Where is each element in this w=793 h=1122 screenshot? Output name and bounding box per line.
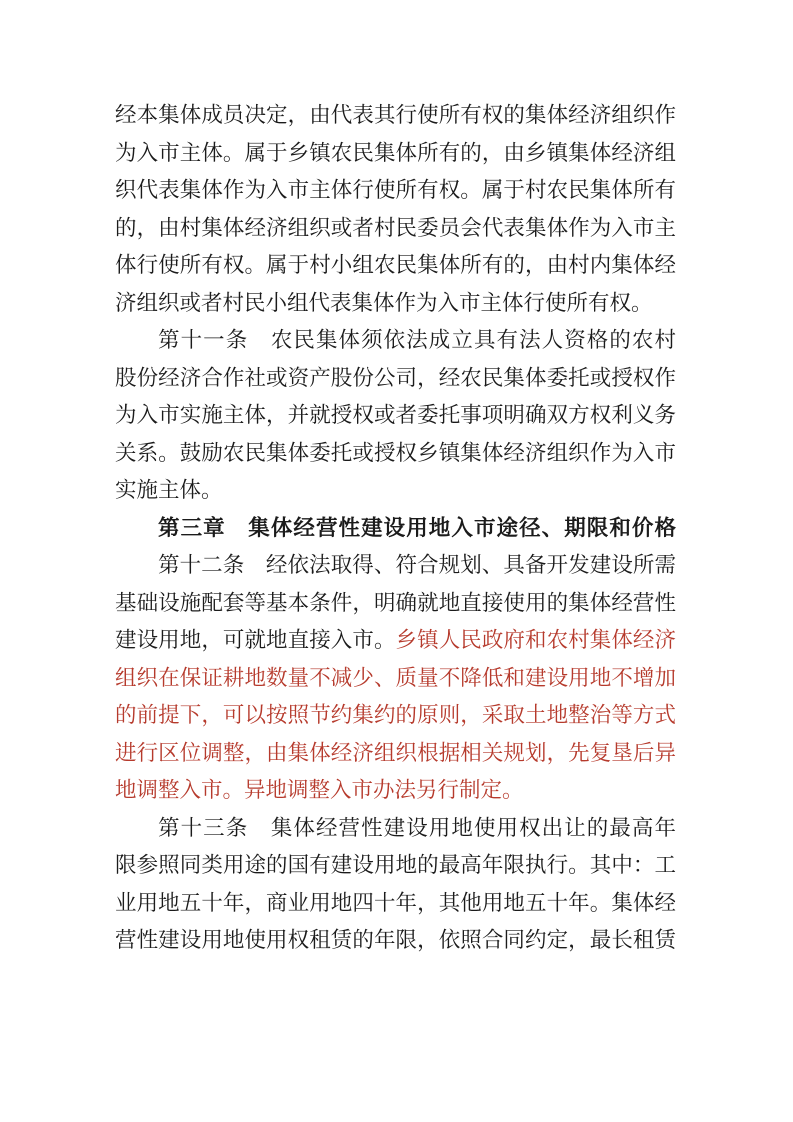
doc-line — [115, 135, 676, 173]
text-run: 第十三条 集体经营性建设用地使用权出让的最高年 — [158, 815, 676, 840]
text-run: 实施主体。 — [115, 478, 223, 502]
doc-line-mixed-color — [115, 622, 676, 660]
text-run: 经本集体成员决定，由代表其行使所有权的集体经济组织作 — [115, 103, 676, 127]
text-run: 限参照同类用途的国有建设用地的最高年限执行。其中：工 — [115, 853, 676, 877]
text-run: 为入市实施主体，并就授权或者委托事项明确双方权利义务 — [115, 403, 676, 427]
article-12-first-line — [115, 547, 676, 585]
revision-red-run: 组织在保证耕地数量不减少、质量不降低和建设用地不增加 — [115, 665, 676, 690]
doc-line — [115, 360, 676, 398]
doc-line — [115, 397, 676, 435]
document-text-block — [115, 97, 676, 960]
text-run: 为入市主体。属于乡镇农民集体所有的，由乡镇集体经济组 — [115, 140, 676, 165]
doc-line — [115, 210, 676, 248]
doc-line — [115, 97, 676, 135]
revision-red-line — [115, 772, 676, 810]
doc-line — [115, 285, 676, 323]
doc-line — [115, 435, 676, 473]
revision-red-run: 乡镇人民政府和农村集体经济 — [395, 628, 676, 652]
text-run: 第十一条 农民集体须依法成立具有法人资格的农村 — [158, 328, 676, 352]
doc-line — [115, 472, 676, 510]
revision-red-line — [115, 697, 676, 735]
text-run: 建设用地，可就地直接入市。 — [115, 628, 396, 652]
revision-red-run: 的前提下，可以按照节约集约的原则，采取土地整治等方式 — [115, 703, 676, 727]
doc-line — [115, 847, 676, 885]
text-run: 第十二条 经依法取得、符合规划、具备开发建设所需 — [158, 553, 676, 577]
article-11-first-line — [115, 322, 676, 360]
text-run: 织代表集体作为入市主体行使所有权。属于村农民集体所有 — [115, 178, 676, 202]
doc-line — [115, 247, 676, 285]
text-run: 业用地五十年，商业用地四十年，其他用地五十年。集体经 — [115, 890, 676, 915]
text-run: 关系。鼓励农民集体委托或授权乡镇集体经济组织作为入市 — [115, 440, 676, 465]
text-run: 基础设施配套等基本条件，明确就地直接使用的集体经营性 — [115, 590, 676, 615]
revision-red-run: 进行区位调整，由集体经济组织根据相关规划，先复垦后异 — [115, 740, 676, 765]
chapter-3-heading — [115, 510, 676, 548]
revision-red-line — [115, 660, 676, 698]
text-run: 体行使所有权。属于村小组农民集体所有的，由村内集体经 — [115, 253, 676, 277]
doc-line — [115, 172, 676, 210]
heading-text: 第三章 集体经营性建设用地入市途径、期限和价格 — [158, 515, 676, 540]
revision-red-run: 地调整入市。异地调整入市办法另行制定。 — [115, 778, 524, 802]
doc-line — [115, 885, 676, 923]
revision-red-line — [115, 735, 676, 773]
text-run: 股份经济合作社或资产股份公司，经农民集体委托或授权作 — [115, 365, 676, 390]
article-13-first-line — [115, 810, 676, 848]
text-run: 营性建设用地使用权租赁的年限，依照合同约定，最长租赁 — [115, 928, 676, 952]
doc-line — [115, 922, 676, 960]
text-run: 的，由村集体经济组织或者村民委员会代表集体作为入市主 — [115, 215, 676, 240]
text-run: 济组织或者村民小组代表集体作为入市主体行使所有权。 — [115, 290, 653, 315]
doc-line — [115, 585, 676, 623]
